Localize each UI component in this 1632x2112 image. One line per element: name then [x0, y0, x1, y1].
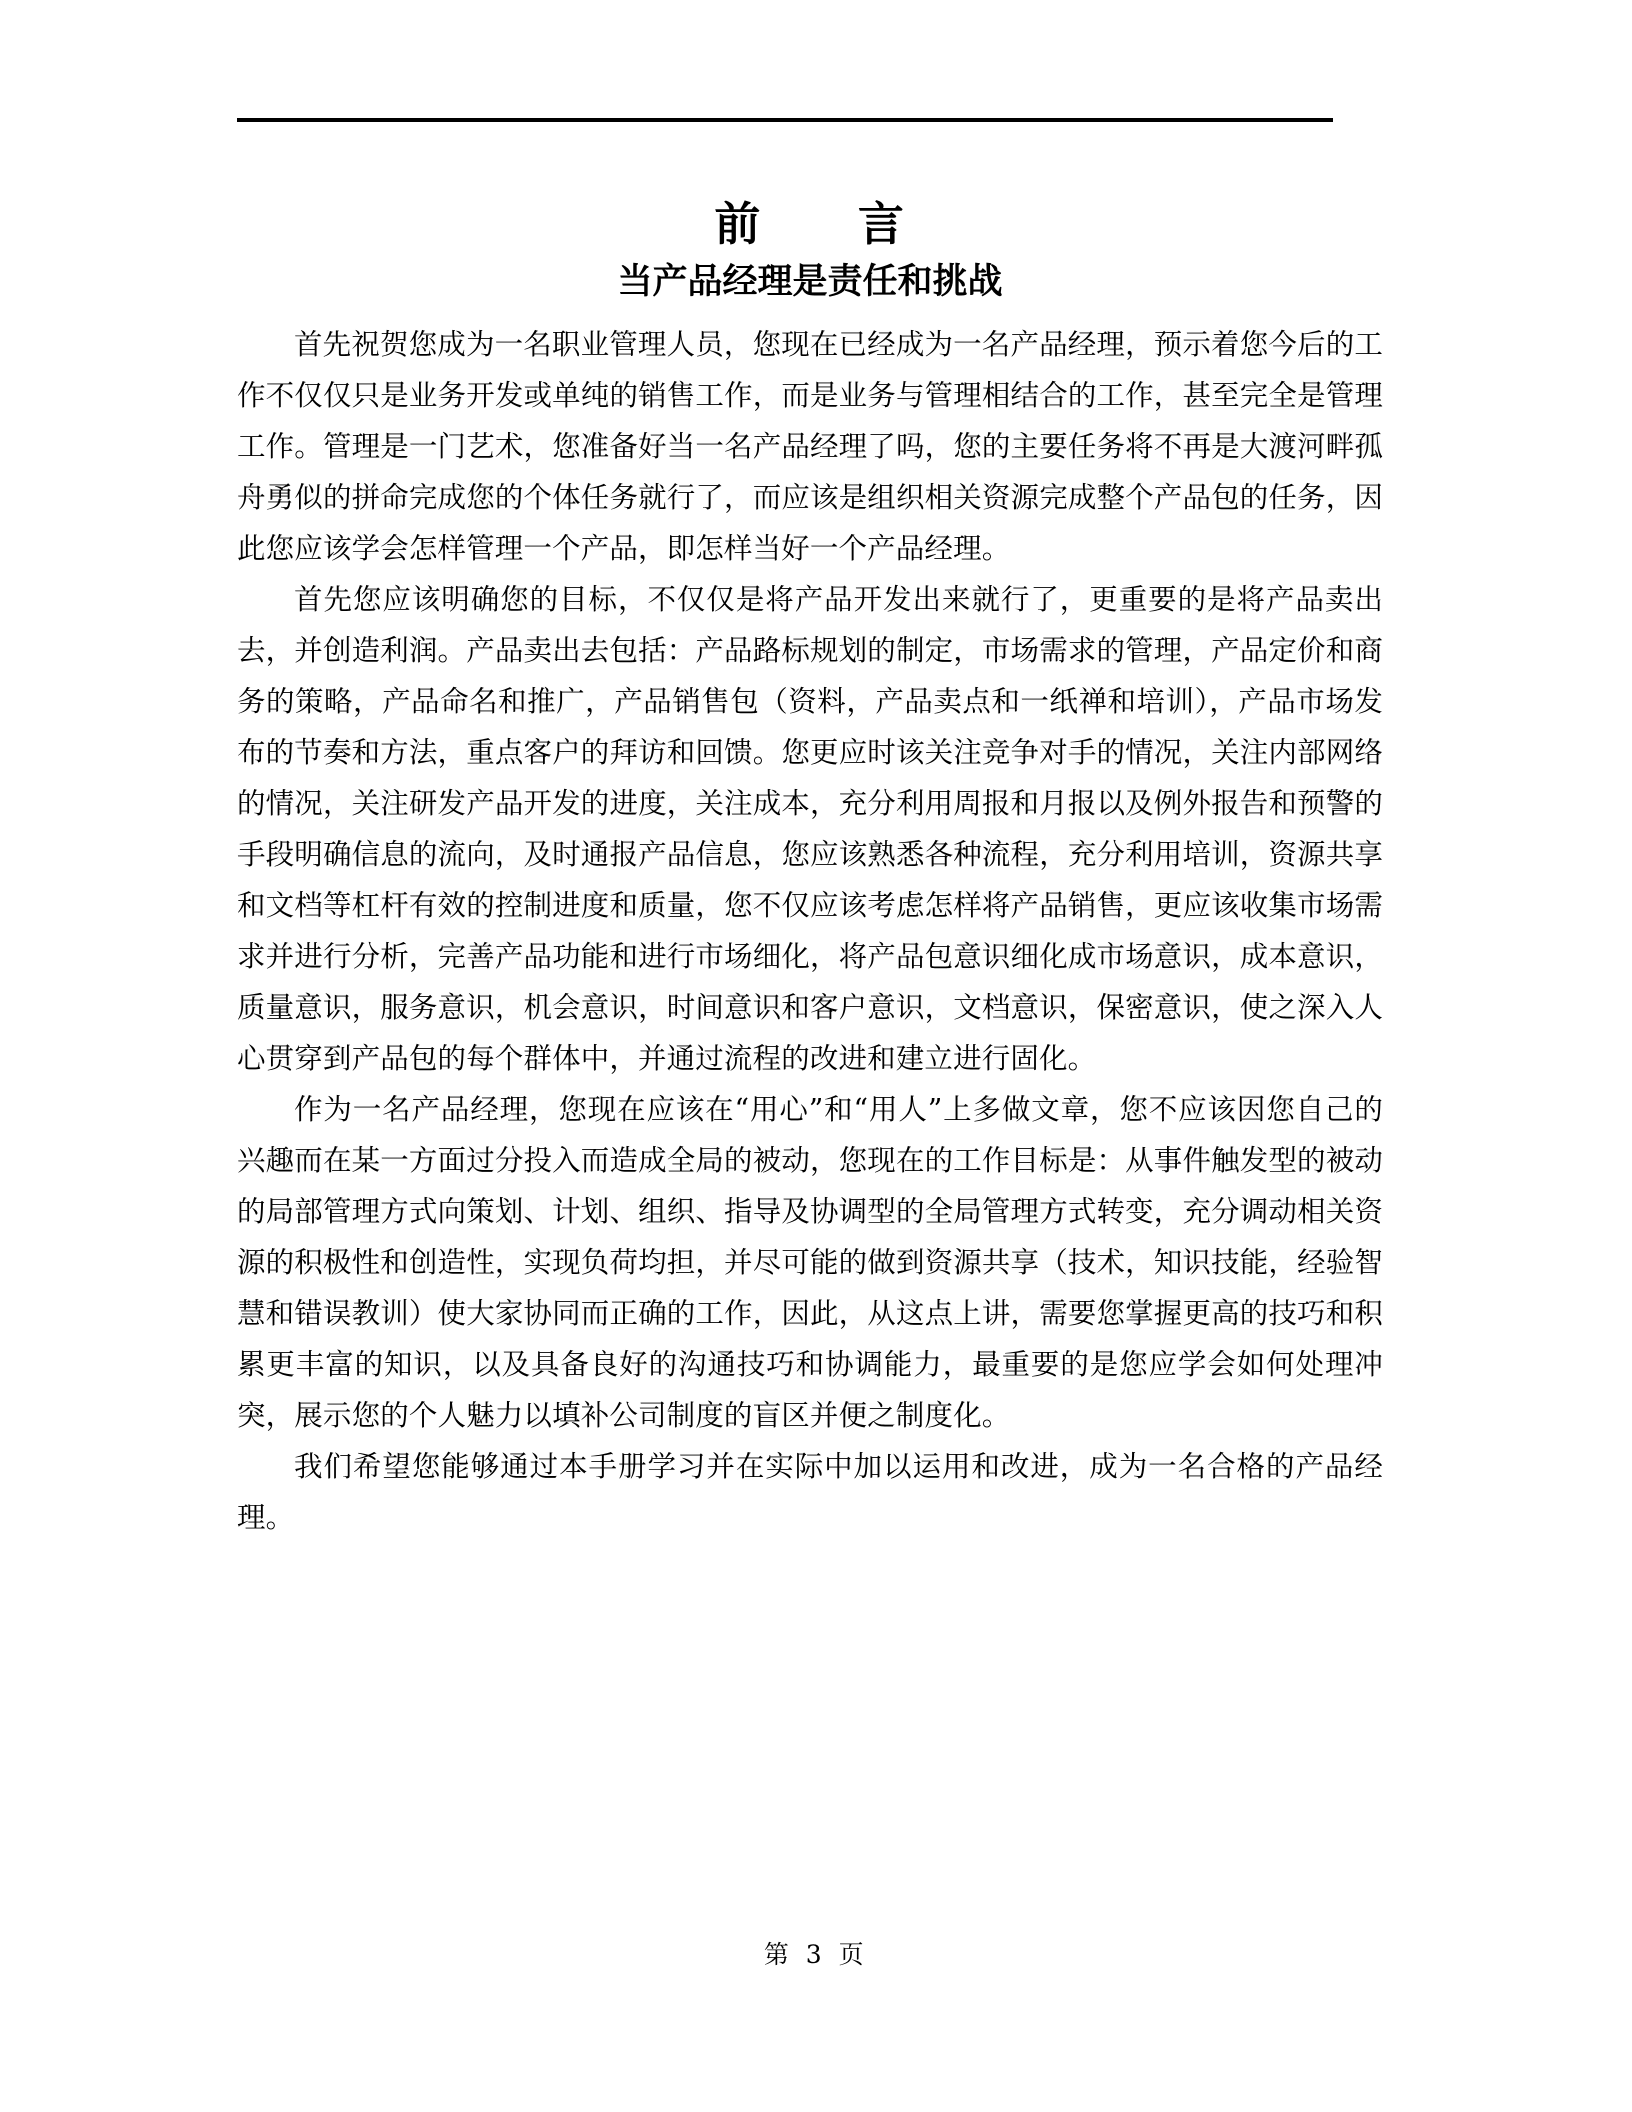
header-rule-divider: [237, 118, 1333, 122]
body-paragraph-2: 首先您应该明确您的目标，不仅仅是将产品开发出来就行了，更重要的是将产品卖出去，并创造利润。产品卖出去包括：产品路标规划的制定，市场需求的管理，产品定价和商务的策略，产品命名和推广，产品销售包（资料，产品卖点和一纸禅和培训），产品市场发布的节奏和方法，重点客户的拜访和回馈。您更应时该关注竞争对手的情况，关注内部网络的情况，关注研发产品开发的进度，关注成本，充分利用周报和月报以及例外报告和预警的手段明确信息的流向，及时通报产品信息，您应该熟悉各种流程，充分利用培训，资源共享和文档等杠杆有效的控制进度和质量，您不仅应该考虑怎样将产品销售，更应该收集市场需求并进行分析，完善产品功能和进行市场细化，将产品包意识细化成市场意识，成本意识，质量意识，服务意识，机会意识，时间意识和客户意识，文档意识，保密意识，使之深入人心贯穿到产品包的每个群体中，并通过流程的改进和建立进行固化。: [237, 583, 1383, 1075]
page-title: 前 言: [714, 197, 906, 251]
body-paragraph-1: 首先祝贺您成为一名职业管理人员，您现在已经成为一名产品经理，预示着您今后的工作不仅仅只是业务开发或单纯的销售工作，而是业务与管理相结合的工作，甚至完全是管理工作。管理是一门艺术，您准备好当一名产品经理了吗，您的主要任务将不再是大渡河畔孤舟勇似的拼命完成您的个体任务就行了，而应该是组织相关资源完成整个产品包的任务，因此您应该学会怎样管理一个产品，即怎样当好一个产品经理。: [237, 328, 1383, 565]
body-paragraph-3: 作为一名产品经理，您现在应该在“用心”和“用人”上多做文章，您不应该因您自己的兴趣而在某一方面过分投入而造成全局的被动，您现在的工作目标是：从事件触发型的被动的局部管理方式向策划、计划、组织、指导及协调型的全局管理方式转变，充分调动相关资源的积极性和创造性，实现负荷均担，并尽可能的做到资源共享（技术，知识技能，经验智慧和错误教训）使大家协同而正确的工作，因此，从这点上讲，需要您掌握更高的技巧和积累更丰富的知识，以及具备良好的沟通技巧和协调能力，最重要的是您应学会如何处理冲突，展示您的个人魅力以填补公司制度的盲区并便之制度化。: [237, 1093, 1383, 1432]
body-paragraph-4: 我们希望您能够通过本手册学习并在实际中加以运用和改进，成为一名合格的产品经理。: [237, 1450, 1383, 1534]
page-number-footer: 第 3 页: [763, 1940, 869, 1969]
document-content: [237, 196, 1383, 1543]
page-subtitle: 当产品经理是责任和挑战: [617, 261, 1003, 302]
